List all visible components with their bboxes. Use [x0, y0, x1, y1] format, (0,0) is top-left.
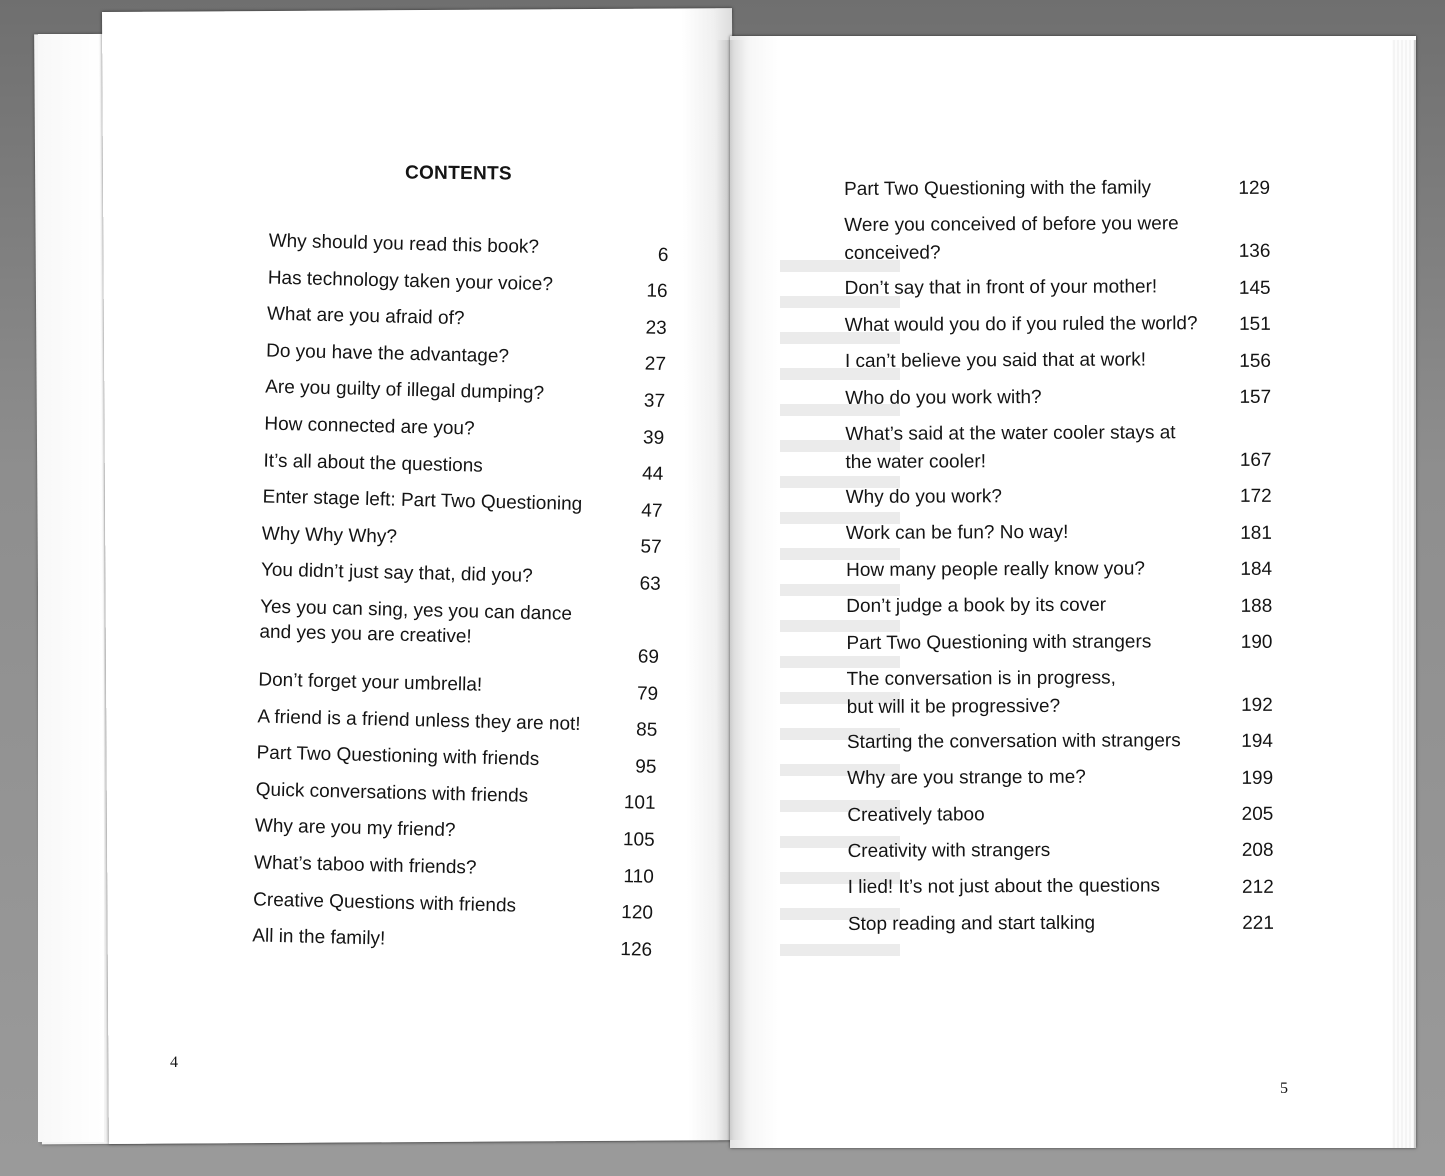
right-page-number: 5: [1280, 1080, 1288, 1097]
left-page-edge: [38, 34, 104, 1142]
toc-entry-title: What’s said at the water cooler stays at the water cooler!: [845, 422, 1176, 473]
toc-entry-title: A friend is a friend unless they are not!: [257, 705, 581, 735]
toc-entry-page: 47: [641, 500, 663, 522]
toc-entry-page: 63: [639, 573, 661, 595]
toc-entry-title: I can’t believe you said that at work!: [844, 349, 1147, 373]
toc-entry-title: All in the family!: [252, 925, 386, 950]
toc-entry[interactable]: [847, 836, 1277, 875]
toc-entry-title: Don’t forget your umbrella!: [258, 669, 483, 696]
toc-entry-page: 23: [645, 317, 668, 339]
toc-entry-page: 184: [1240, 558, 1273, 581]
toc-entry-title: Work can be fun? No way!: [845, 522, 1069, 545]
toc-entry-title: Quick conversations with friends: [255, 779, 529, 807]
book-gutter: [716, 40, 746, 1140]
toc-entry[interactable]: [847, 799, 1277, 838]
toc-entry-title: Who do you work with?: [845, 386, 1042, 409]
toc-entry[interactable]: [848, 872, 1278, 911]
toc-entry-page: 208: [1241, 840, 1274, 862]
toc-entry-title: What’s taboo with friends?: [253, 852, 477, 879]
toc-entry-page: 27: [644, 353, 667, 376]
toc-entry-title: Has technology taken your voice?: [267, 267, 554, 295]
toc-entry[interactable]: [845, 273, 1275, 312]
toc-entry-page: 6: [657, 244, 669, 266]
toc-entry-page: 181: [1240, 522, 1272, 544]
toc-entry[interactable]: [846, 482, 1276, 521]
toc-entry-title: What would you do if you ruled the world?: [844, 312, 1198, 336]
toc-entry-page: 190: [1240, 631, 1273, 653]
toc-entry-title: Stop reading and start talking: [847, 912, 1096, 935]
toc-entry[interactable]: [845, 419, 1275, 484]
toc-entry[interactable]: [235, 594, 677, 677]
toc-entry-page: 79: [636, 682, 659, 705]
toc-entry-page: 156: [1239, 350, 1272, 372]
toc-entry-title: Why are you my friend?: [254, 815, 456, 842]
toc-entry-page: 167: [1239, 449, 1272, 471]
toc-entry-title: Why do you work?: [845, 486, 1003, 508]
toc-entry[interactable]: [846, 554, 1276, 593]
toc-entry-page: 221: [1242, 913, 1274, 935]
toc-entry[interactable]: [847, 727, 1277, 766]
toc-entry-page: 57: [640, 536, 662, 559]
toc-entry-title: Part Two Questioning with strangers: [846, 630, 1152, 654]
toc-entry-page: 188: [1240, 595, 1273, 617]
toc-entry-title: It’s all about the questions: [263, 450, 484, 477]
toc-entry-title: Why are you strange to me?: [847, 767, 1086, 790]
toc-entry-title: How many people really know you?: [846, 558, 1146, 581]
toc-entry-title: Creative Questions with friends: [252, 888, 517, 917]
toc-entry[interactable]: [844, 210, 1274, 275]
toc-entry-title: Yes you can sing, yes you can dance and yes you are creative!: [259, 596, 573, 648]
toc-entry-title: The conversation is in progress, but will it be progressive?: [846, 667, 1116, 718]
toc-entry-page: 120: [621, 902, 654, 924]
toc-entry-page: 129: [1238, 178, 1271, 200]
toc-entry-title: Don’t judge a book by its cover: [846, 594, 1107, 618]
toc-entry[interactable]: [847, 763, 1277, 802]
toc-entry-page: 172: [1239, 486, 1272, 508]
toc-entry[interactable]: [847, 664, 1277, 729]
toc-entry-page: 126: [620, 938, 653, 961]
toc-entry-title: How connected are you?: [264, 413, 475, 440]
toc-entry[interactable]: [845, 346, 1275, 385]
toc-right-list: [844, 174, 1278, 947]
toc-entry-title: Part Two Questioning with friends: [256, 742, 540, 771]
toc-entry-title: Starting the conversation with strangers: [846, 730, 1181, 753]
toc-entry[interactable]: [846, 627, 1276, 666]
toc-entry-page: 199: [1241, 767, 1274, 789]
contents-heading: CONTENTS: [404, 162, 513, 185]
toc-entry[interactable]: [844, 174, 1274, 213]
toc-entry-page: 16: [646, 280, 668, 303]
toc-entry-page: 212: [1241, 876, 1274, 898]
toc-entry-page: 192: [1241, 694, 1273, 716]
toc-entry-page: 101: [623, 792, 656, 815]
toc-entry-page: 145: [1238, 277, 1271, 299]
toc-entry-title: Don’t say that in front of your mother!: [844, 276, 1158, 300]
toc-entry-title: Enter stage left: Part Two Questioning: [262, 486, 583, 516]
toc-entry-title: Creatively taboo: [847, 803, 985, 826]
toc-entry-page: 69: [637, 646, 660, 668]
right-page-edge: [1392, 40, 1416, 1148]
left-page-number: 4: [170, 1054, 178, 1071]
toc-entry[interactable]: [848, 909, 1278, 948]
toc-entry-title: What are you afraid of?: [266, 303, 465, 330]
toc-entry-page: 151: [1239, 313, 1271, 336]
toc-entry-page: 37: [643, 390, 666, 412]
toc-entry-page: 157: [1239, 386, 1272, 408]
toc-entry-title: You didn’t just say that, did you?: [260, 559, 533, 588]
toc-entry-page: 39: [642, 427, 665, 449]
toc-entry-page: 95: [635, 756, 657, 778]
toc-entry-page: 136: [1238, 241, 1271, 263]
toc-entry-page: 205: [1241, 803, 1274, 826]
toc-entry-title: Do you have the advantage?: [265, 340, 510, 368]
toc-entry-title: Are you guilty of illegal dumping?: [265, 376, 545, 405]
toc-left-list: [228, 228, 685, 970]
toc-entry-title: Why should you read this book?: [268, 230, 540, 258]
toc-entry[interactable]: [846, 591, 1276, 630]
toc-entry-page: 194: [1241, 731, 1274, 753]
toc-entry-title: Creativity with strangers: [847, 840, 1051, 863]
toc-entry-title: I lied! It’s not just about the questions: [847, 875, 1161, 899]
toc-entry-page: 85: [635, 719, 658, 741]
toc-entry[interactable]: [846, 518, 1276, 557]
toc-entry[interactable]: [845, 382, 1275, 421]
toc-entry-page: 44: [641, 463, 664, 486]
toc-entry-title: Why Why Why?: [261, 523, 398, 548]
toc-entry-page: 105: [622, 828, 655, 851]
toc-entry-title: Part Two Questioning with the family: [844, 177, 1152, 200]
toc-entry[interactable]: [845, 310, 1275, 349]
toc-entry-page: 110: [623, 865, 655, 888]
toc-entry-title: Were you conceived of before you were conceived?: [844, 213, 1179, 265]
